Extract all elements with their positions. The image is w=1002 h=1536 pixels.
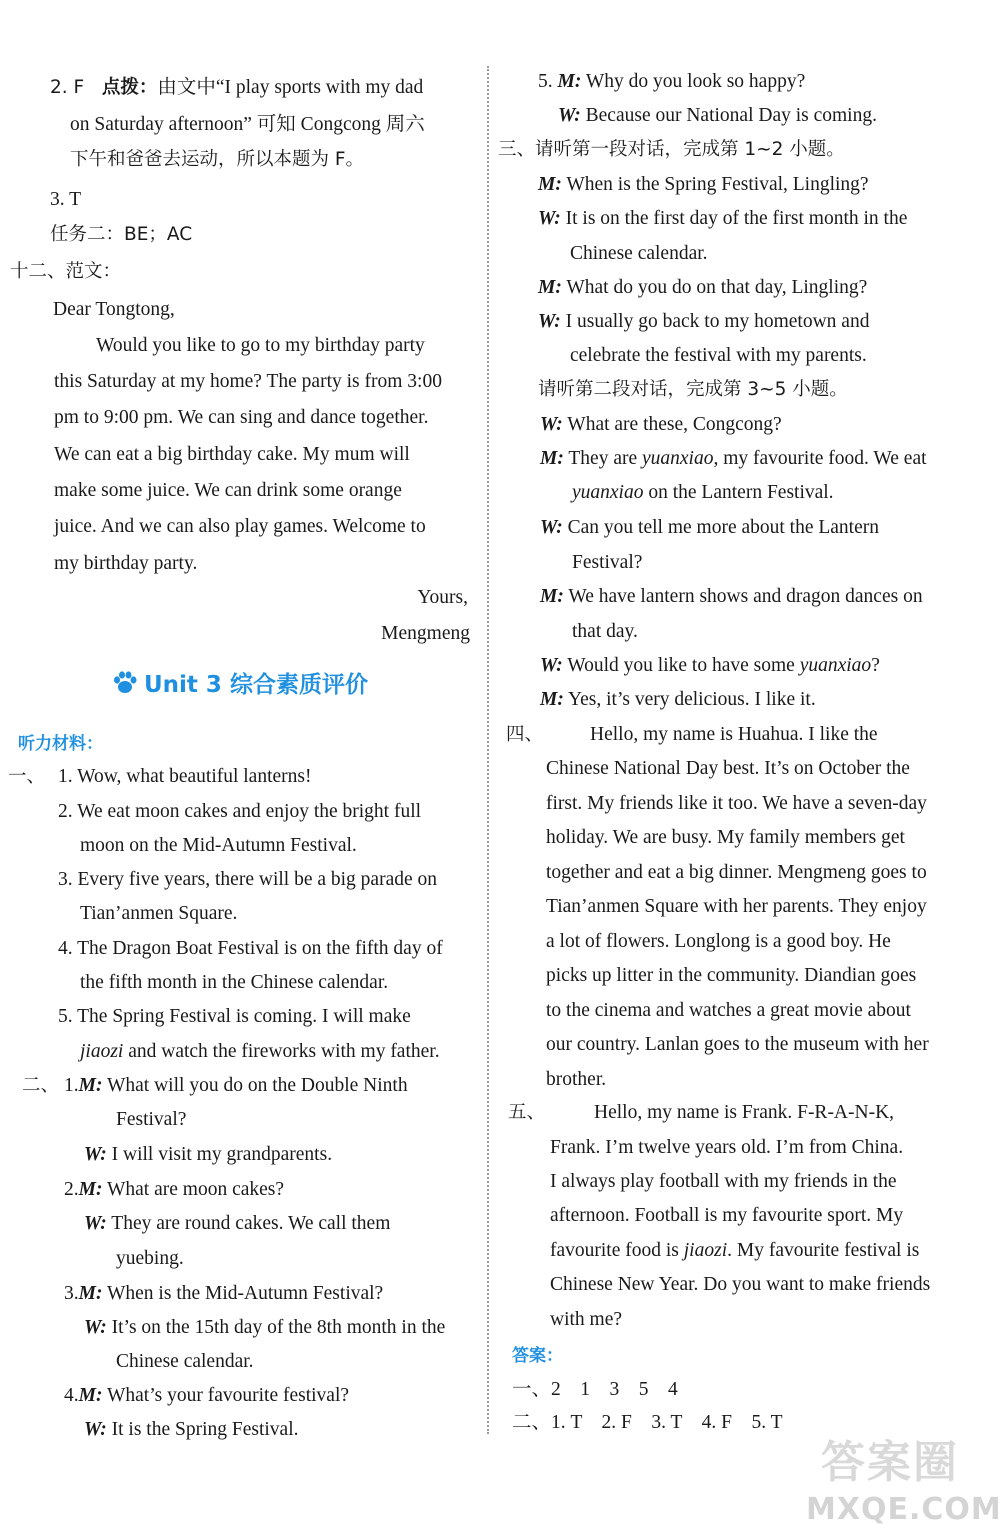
dialogue-line bbox=[84, 1316, 445, 1340]
dialogue-line bbox=[558, 104, 877, 128]
passage-line: Tian’anmen Square with her parents. They enjoy bbox=[546, 896, 927, 917]
dialogue-text: Can you tell me more about the Lantern bbox=[567, 517, 880, 538]
passage-line: together and eat a big dinner. Mengmeng goes to bbox=[546, 862, 927, 883]
answers-label: 答案： bbox=[512, 1346, 563, 1366]
task-two: 任务二：BE；AC bbox=[50, 224, 193, 245]
answers-section-1: 一、2 1 3 5 4 bbox=[512, 1379, 678, 1400]
answer-num: 2. F bbox=[50, 77, 85, 98]
passage-line: first. My friends like it too. We have a seven-day bbox=[546, 793, 927, 814]
dialogue-line bbox=[538, 173, 869, 197]
listening-item: the fifth month in the Chinese calendar. bbox=[80, 972, 389, 993]
letter-line: this Saturday at my home? The party is from 3:00 bbox=[54, 371, 442, 392]
passage-line: a lot of flowers. Longlong is a good boy. He bbox=[546, 931, 891, 952]
passage-line: Hello, my name is Frank. F-R-A-N-K, bbox=[594, 1102, 895, 1123]
letter-closing: Yours, bbox=[417, 587, 468, 608]
listening-item: 3. Every five years, there will be a big parade on bbox=[58, 869, 438, 890]
dialogue-line bbox=[538, 207, 907, 231]
dialogue-line bbox=[538, 70, 805, 94]
dialogue-text: What’s your favourite festival? bbox=[107, 1385, 350, 1406]
listening-item: 4. The Dragon Boat Festival is on the fifth day of bbox=[58, 938, 443, 959]
dialogue-line bbox=[540, 585, 923, 609]
section-5-prefix: 五、 bbox=[508, 1102, 546, 1123]
listening-item: moon on the Mid-Autumn Festival. bbox=[80, 835, 357, 856]
dialogue-text: When is the Mid-Autumn Festival? bbox=[107, 1283, 384, 1304]
dialogue-line bbox=[64, 1074, 408, 1098]
item-text: and watch the fireworks with my father. bbox=[128, 1041, 440, 1062]
passage-line: our country. Lanlan goes to the museum with her bbox=[546, 1034, 929, 1055]
italic-word: jiaozi bbox=[80, 1041, 124, 1062]
listening-item: 1. Wow, what beautiful lanterns! bbox=[58, 766, 312, 787]
paw-icon bbox=[112, 670, 138, 696]
dialogue-text: Why do you look so happy? bbox=[585, 71, 806, 92]
unit-heading-text: Unit 3 综合素质评价 bbox=[144, 672, 368, 698]
dialogue-line bbox=[540, 516, 879, 540]
speaker: W: bbox=[540, 414, 563, 435]
letter-line: juice. And we can also play games. Welcome to bbox=[54, 516, 426, 537]
dialogue-line bbox=[540, 447, 927, 471]
passage-line: holiday. We are busy. My family members get bbox=[546, 827, 905, 848]
passage-text: . My favourite festival is bbox=[727, 1240, 920, 1261]
line-num: 4. bbox=[64, 1385, 79, 1406]
letter-line: my birthday party. bbox=[54, 553, 198, 574]
section-4-prefix: 四、 bbox=[506, 724, 544, 745]
listening-item: 5. The Spring Festival is coming. I will make bbox=[58, 1006, 411, 1027]
passage-line: to the cinema and watches a great movie about bbox=[546, 1000, 911, 1021]
italic-word: yuanxiao bbox=[642, 448, 714, 469]
italic-word: yuanxiao bbox=[799, 655, 872, 676]
dialogue-text: It is on the first day of the first month in the bbox=[565, 208, 908, 229]
dialogue-text: Because our National Day is coming. bbox=[585, 105, 877, 126]
speaker: W: bbox=[558, 105, 581, 126]
dialogue-text: ? bbox=[871, 655, 880, 676]
passage-line: Frank. I’m twelve years old. I’m from China. bbox=[550, 1137, 904, 1158]
dialogue-text: It is the Spring Festival. bbox=[111, 1419, 299, 1440]
dialogue-line: Festival? bbox=[116, 1109, 187, 1130]
dialogue-line bbox=[540, 654, 880, 678]
line-num: 2. bbox=[64, 1179, 79, 1200]
dialogue-text: They are bbox=[568, 448, 638, 469]
dialogue-line: Chinese calendar. bbox=[116, 1351, 254, 1372]
dialogue-line bbox=[64, 1384, 349, 1408]
italic-word: jiaozi bbox=[683, 1240, 728, 1261]
dialogue-line: Festival? bbox=[572, 552, 643, 573]
site-watermark bbox=[806, 1436, 1002, 1532]
answer-2 bbox=[50, 76, 423, 100]
dialogue-line bbox=[84, 1143, 332, 1167]
dialogue-line bbox=[84, 1418, 299, 1442]
speaker: M: bbox=[540, 586, 564, 607]
dialogue-text: , my favourite food. We eat bbox=[713, 448, 927, 469]
speaker: W: bbox=[538, 208, 561, 229]
line-num: 3. bbox=[64, 1283, 79, 1304]
dialogue-text: I will visit my grandparents. bbox=[111, 1144, 333, 1165]
speaker: M: bbox=[78, 1385, 103, 1406]
hint-line-2: on Saturday afternoon” 可知 Congcong 周六 bbox=[70, 114, 425, 135]
speaker: W: bbox=[84, 1213, 107, 1234]
dialogue-line: celebrate the festival with my parents. bbox=[570, 345, 867, 366]
answer-3: 3. T bbox=[50, 189, 82, 210]
hint-text: 由文中“I play sports with my dad bbox=[157, 77, 424, 98]
speaker: M: bbox=[78, 1283, 103, 1304]
listening-item: 2. We eat moon cakes and enjoy the bright full bbox=[58, 801, 422, 822]
passage-line: with me? bbox=[550, 1309, 623, 1330]
dialogue-line: that day. bbox=[572, 621, 638, 642]
letter-greeting: Dear Tongtong, bbox=[53, 299, 175, 320]
listening-item: Tian’anmen Square. bbox=[80, 903, 238, 924]
hint-label: 点拨： bbox=[101, 77, 158, 98]
passage-line: I always play football with my friends in the bbox=[550, 1171, 897, 1192]
watermark-logo: 答案圈 bbox=[821, 1437, 959, 1488]
listening-item bbox=[80, 1040, 440, 1064]
dialogue-text: on the Lantern Festival. bbox=[643, 482, 834, 503]
unit-heading bbox=[112, 668, 368, 702]
speaker: M: bbox=[538, 174, 562, 195]
dialogue-text: What are these, Congcong? bbox=[567, 414, 782, 435]
dialogue-line bbox=[64, 1282, 383, 1306]
dialogue-line bbox=[538, 276, 867, 300]
speaker: M: bbox=[557, 71, 582, 92]
passage-line: Chinese National Day best. It’s on October the bbox=[546, 758, 910, 779]
dialogue-line bbox=[540, 413, 782, 437]
passage-line: brother. bbox=[546, 1069, 607, 1090]
dialogue-line bbox=[540, 688, 816, 712]
italic-word: yuanxiao bbox=[572, 482, 644, 503]
speaker: W: bbox=[540, 655, 563, 676]
section-12-title: 十二、范文： bbox=[10, 261, 122, 282]
speaker: W: bbox=[538, 311, 561, 332]
dialogue-line bbox=[64, 1178, 284, 1202]
dialogue-text: Yes, it’s very delicious. I like it. bbox=[568, 689, 816, 710]
speaker: M: bbox=[78, 1075, 103, 1096]
speaker: M: bbox=[540, 689, 564, 710]
dialogue-text: What will you do on the Double Ninth bbox=[107, 1075, 408, 1096]
passage-text: favourite food is bbox=[550, 1240, 679, 1261]
speaker: W: bbox=[84, 1144, 107, 1165]
dialogue-text: It’s on the 15th day of the 8th month in the bbox=[111, 1317, 446, 1338]
dialogue-text: I usually go back to my hometown and bbox=[565, 311, 870, 332]
passage-line: picks up litter in the community. Diandian goes bbox=[546, 965, 917, 986]
dialogue-line: yuebing. bbox=[116, 1248, 184, 1269]
dialogue-text: When is the Spring Festival, Lingling? bbox=[566, 174, 869, 195]
letter-line: We can eat a big birthday cake. My mum will bbox=[54, 444, 410, 465]
speaker: W: bbox=[84, 1419, 107, 1440]
passage-line: Hello, my name is Huahua. I like the bbox=[590, 724, 878, 745]
section-1-prefix: 一、 bbox=[8, 766, 46, 787]
letter-signature: Mengmeng bbox=[381, 623, 470, 644]
dialogue-text: What do you do on that day, Lingling? bbox=[566, 277, 868, 298]
line-num: 1. bbox=[64, 1075, 79, 1096]
letter-line: make some juice. We can drink some orange bbox=[54, 480, 402, 501]
dialogue-line bbox=[572, 481, 834, 505]
listening-label: 听力材料： bbox=[18, 734, 103, 754]
passage-line: afternoon. Football is my favourite sport. My bbox=[550, 1205, 904, 1226]
dialogue-line bbox=[538, 310, 869, 334]
section-3-title: 三、请听第一段对话，完成第 1~2 小题。 bbox=[498, 139, 845, 160]
dialogue-text: We have lantern shows and dragon dances on bbox=[568, 586, 923, 607]
column-divider bbox=[487, 66, 489, 1434]
answers-section-2: 二、1. T 2. F 3. T 4. F 5. T bbox=[512, 1412, 783, 1433]
letter-line: Would you like to go to my birthday party bbox=[96, 335, 425, 356]
speaker: M: bbox=[540, 448, 564, 469]
watermark-url: MXQE.COM bbox=[806, 1492, 1002, 1527]
letter-line: pm to 9:00 pm. We can sing and dance together. bbox=[54, 407, 429, 428]
section-3-subtitle: 请听第二段对话，完成第 3~5 小题。 bbox=[538, 379, 848, 400]
speaker: W: bbox=[540, 517, 563, 538]
speaker: W: bbox=[84, 1317, 107, 1338]
speaker: M: bbox=[538, 277, 562, 298]
hint-line-3: 下午和爸爸去运动，所以本题为 F。 bbox=[70, 149, 365, 170]
section-2-prefix: 二、 bbox=[22, 1075, 60, 1096]
dialogue-text: They are round cakes. We call them bbox=[111, 1213, 391, 1234]
dialogue-line: Chinese calendar. bbox=[570, 243, 708, 264]
line-num: 5. bbox=[538, 71, 553, 92]
dialogue-line bbox=[84, 1212, 390, 1236]
passage-line: Chinese New Year. Do you want to make friends bbox=[550, 1274, 931, 1295]
dialogue-text: Would you like to have some bbox=[567, 655, 795, 676]
dialogue-text: What are moon cakes? bbox=[107, 1179, 285, 1200]
speaker: M: bbox=[78, 1179, 103, 1200]
passage-line bbox=[550, 1239, 919, 1263]
